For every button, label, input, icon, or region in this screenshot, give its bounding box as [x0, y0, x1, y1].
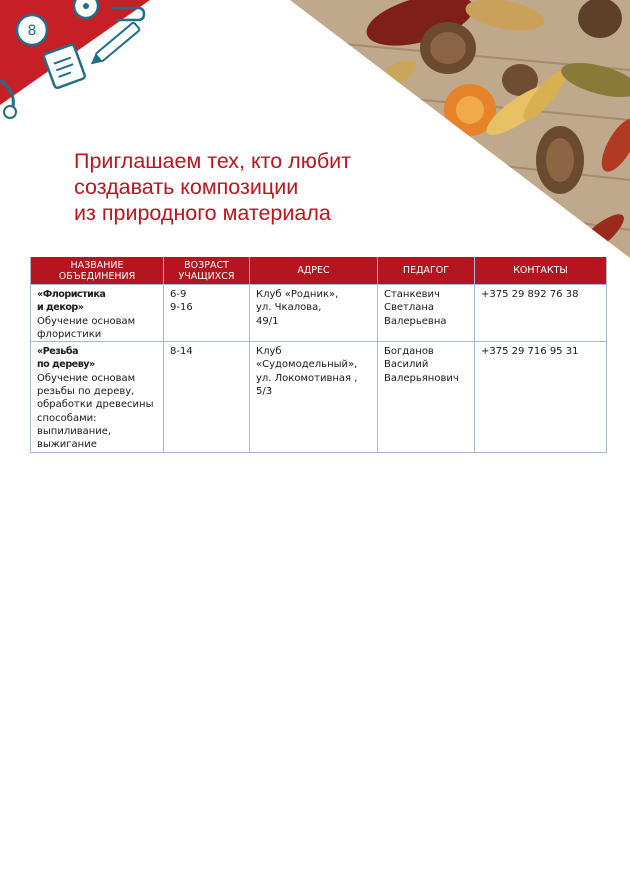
svg-text:8: 8 — [27, 23, 37, 39]
headline-line-1: Приглашаем тех, кто любит — [74, 149, 352, 173]
clubs-table — [30, 257, 607, 453]
table-row — [31, 342, 607, 452]
cell-teacher: Богданов Василий Валерьянович — [378, 342, 475, 452]
header-teacher: ПЕДАГОГ — [378, 257, 475, 285]
cell-address: Клуб «Судомодельный», ул. Локомотивная , 5/3 — [250, 342, 378, 452]
table-row — [31, 285, 607, 342]
cell-club-name: «Флористика и декор» Обучение основам флористики — [31, 285, 164, 342]
number-eight-ball-icon — [17, 15, 47, 45]
headline — [74, 148, 434, 226]
headline-line-2: создавать композиции — [74, 175, 299, 199]
cell-contact: +375 29 716 95 31 — [475, 342, 607, 452]
header-name: НАЗВАНИЕ ОБЪЕДИНЕНИЯ — [31, 257, 164, 285]
header-contacts: КОНТАКТЫ — [475, 257, 607, 285]
cell-age: 8-14 — [164, 342, 250, 452]
stationery-corner — [0, 0, 150, 130]
header-address: АДРЕС — [250, 257, 378, 285]
table-header-row — [31, 257, 607, 285]
cell-address: Клуб «Родник», ул. Чкалова, 49/1 — [250, 285, 378, 342]
header-age: ВОЗРАСТ УЧАЩИХСЯ — [164, 257, 250, 285]
cell-age: 6-9 9-16 — [164, 285, 250, 342]
headline-line-3: из природного материала — [74, 201, 331, 225]
cell-contact: +375 29 892 76 38 — [475, 285, 607, 342]
cell-club-name: «Резьба по дереву» Обучение основам резьбы по дереву, обработки древесины способами: выпиливание, выжигание — [31, 342, 164, 452]
compass-icon — [74, 0, 98, 18]
cell-teacher: Станкевич Светлана Валерьевна — [378, 285, 475, 342]
